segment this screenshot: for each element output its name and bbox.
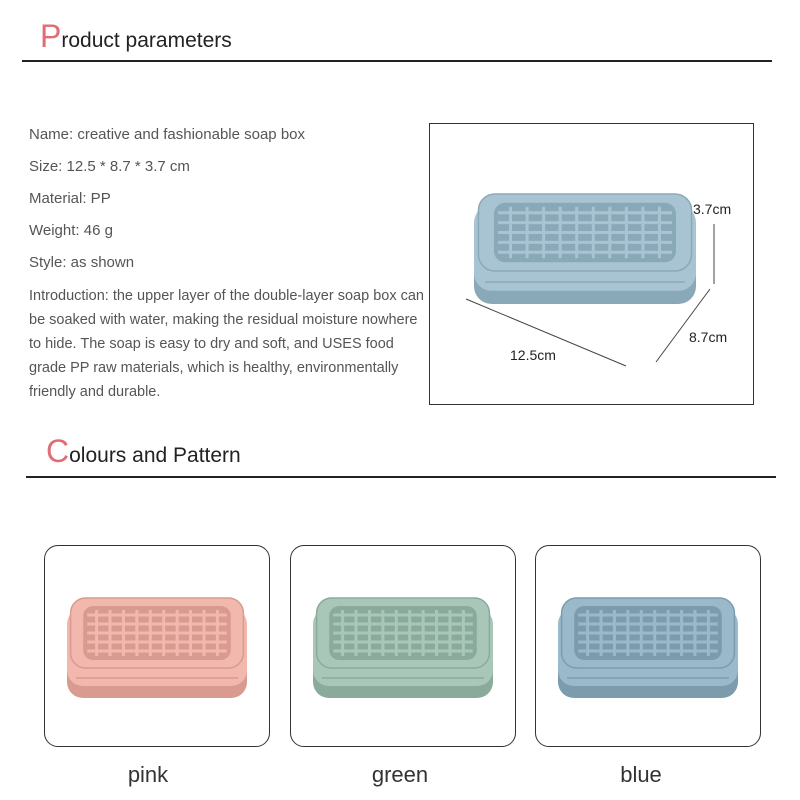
colour-card-pink	[44, 545, 270, 747]
colour-label-green: green	[371, 762, 429, 787]
heading-divider	[22, 60, 772, 62]
colour-label-pink: pink	[127, 762, 169, 787]
heading-text: olours and Pattern	[69, 444, 241, 467]
length-label: 12.5cm	[510, 347, 556, 363]
heading-initial: P	[40, 18, 62, 54]
spec-weight: Weight: 46 g	[29, 222, 113, 239]
depth-label: 8.7cm	[689, 329, 728, 345]
green-soap-box-image	[291, 546, 515, 746]
heading-divider	[26, 476, 776, 478]
heading-text: roduct parameters	[61, 29, 232, 52]
colours-pattern-heading	[46, 433, 241, 470]
spec-size: Size: 12.5 * 8.7 * 3.7 cm	[29, 158, 190, 175]
spec-style: Style: as shown	[29, 254, 135, 271]
spec-material: Material: PP	[29, 190, 111, 207]
colour-label-blue: blue	[620, 762, 662, 787]
blue-soap-box-image	[536, 546, 760, 746]
pink-soap-box-image	[45, 546, 269, 746]
heading-initial: C	[46, 433, 70, 469]
dimension-diagram	[429, 123, 754, 405]
height-label: 3.7cm	[693, 201, 732, 217]
soap-box-dimension-image	[430, 124, 753, 404]
colour-card-blue	[535, 545, 761, 747]
colour-card-green	[290, 545, 516, 747]
spec-name: Name: creative and fashionable soap box	[29, 126, 306, 143]
spec-introduction: Introduction: the upper layer of the double-layer soap box can be soaked with water, making the residual moisture nowhere to hide. The soap is easy to dry and soft, and USES food grade PP raw materials, which is healthy, environmentally friendly and durable.	[29, 288, 424, 400]
product-parameters-heading	[40, 18, 232, 55]
